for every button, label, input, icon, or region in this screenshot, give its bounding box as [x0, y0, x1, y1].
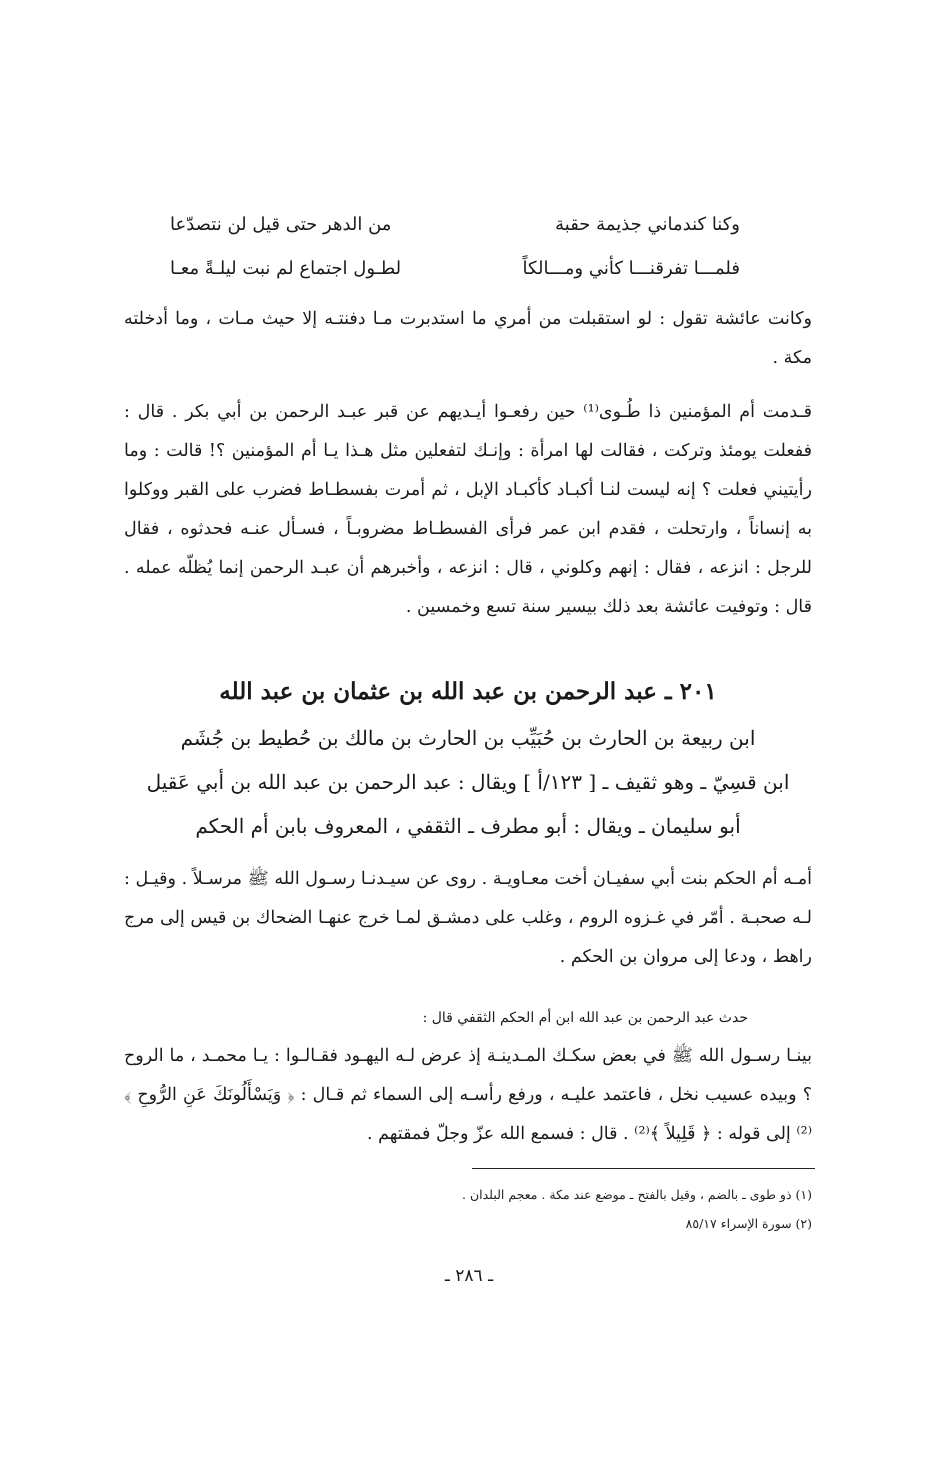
paragraph-text: قـدمت أم المؤمنين ذا طُـوى⁽¹⁾ حين رفعـوا أيـديهم عن قبر عبـد الرحمن بن أبي بكر . قال : ففعلت يومئذ وتركت ، فقالت لها امرأة : وإنـك لتفعلين مثل هـذا يـا أم المؤمنين ؟! قالت : وما رأيتيني فعلت ؟ إنه ليست لنـا أكبـاد كأكبـاد الإبل ، ثم أمرت بفسطـاط فضرب على القبر ووكلوا به إنساناً ، وارتحلت ، فقدم ابن عمر فرأى الفسطـاط مضروبـاً ، فسـأل عنـه فحدثوه ، فقال للرجل : انزعه ، فقال : إنهم وكلوني ، قال : انزعه ، وأخبرهم أن عبـد الرحمن إنما يُظلّه عمله . قال : وتوفيت عائشة بعد ذلك بيسير سنة تسع وخمسين . [124, 402, 813, 617]
paragraph-hadith [124, 1037, 812, 1154]
hadith-chain-intro: حدث عبد الرحمن بن عبد الله ابن أم الحكم الثقفي قال : [422, 1010, 748, 1026]
footnote-2: (٢) سورة الإسراء ٨٥/١٧ [685, 1216, 812, 1231]
verse-line-2-second-hemistich: لطـول اجتماع لم نبت ليلـةً معـا [170, 258, 402, 279]
paragraph-text: أمـه أم الحكم بنت أبي سفيـان أخت معـاويـة . روى عن سيـدنـا رسـول الله ﷺ مرسـلاً . وقيـل : لـه صحبـة . أمّر في غـزوه الروم ، وغلب على دمشـق لمـا خرج عنهـا الضحاك بن قيس إلى مرج راهط ، ودعا إلى مروان بن الحكم . [124, 869, 812, 967]
page-number: ـ ٢٨٦ ـ [444, 1266, 494, 1286]
lineage-line-1: ابن ربيعة بن الحارث بن حُبَيِّب بن الحارث بن مالك بن حُطيط بن جُشَم [180, 726, 756, 750]
verse-line-1-first-hemistich: وكنا كندماني جذيمة حقبة [555, 214, 740, 235]
footnote-1: (١) ذو طوى ـ بالضم ، وقيل بالفتح ـ موضع عند مكة . معجم البلدان . [462, 1187, 812, 1202]
biography-lineage [124, 716, 812, 848]
lineage-line-2: ابن قسِيّ ـ وهو ثقيف ـ [ ١٢٣/أ ] ويقال : عبد الرحمن بن عبد الله بن أبي عَقيل [146, 770, 790, 794]
paragraph-text: بينـا رسـول الله ﷺ في بعض سكـك المـدينـة إذ عرض لـه اليهـود فقـالـوا : يـا محمـد ، ما الروح ؟ وبيده عسيب نخل ، فاعتمد عليـه ، ورفع رأسـه إلى السماء ثم قـال : ﴿ وَيَسْأَلُونَكَ عَنِ الرُّوحِ ﴾⁽²⁾ إلى قوله : ﴿ قَلِيلاً ﴾⁽²⁾ . قال : فسمع الله عزّ وجلّ فمقتهم . [124, 1046, 812, 1144]
poem-verses [170, 203, 740, 291]
verse-line-2-first-hemistich: فلمـــا تفرقنـــا كأني ومـــالكاً [522, 258, 740, 279]
lineage-line-3: أبو سليمان ـ ويقال : أبو مطرف ـ الثقفي ، المعروف بابن أم الحكم [195, 814, 741, 838]
paragraph-aisha-saying [124, 300, 812, 378]
paragraph-biography [124, 860, 812, 977]
biography-heading-title: ٢٠١ ـ عبد الرحمن بن عبد الله بن عثمان بن عبد الله [219, 678, 717, 705]
verse-line-1-second-hemistich: من الدهر حتى قيل لن نتصدّعا [170, 214, 392, 235]
verse-line-1 [170, 203, 740, 247]
footnotes [124, 1180, 812, 1238]
paragraph-dhu-tuwa [124, 393, 812, 627]
footnote-divider [472, 1168, 815, 1169]
verse-line-2 [170, 247, 740, 291]
paragraph-text: وكانت عائشة تقول : لو استقبلت من أمري ما استدبرت مـا دفنتـه إلا حيث مـات ، وما أدخلته مكة . [124, 309, 812, 368]
